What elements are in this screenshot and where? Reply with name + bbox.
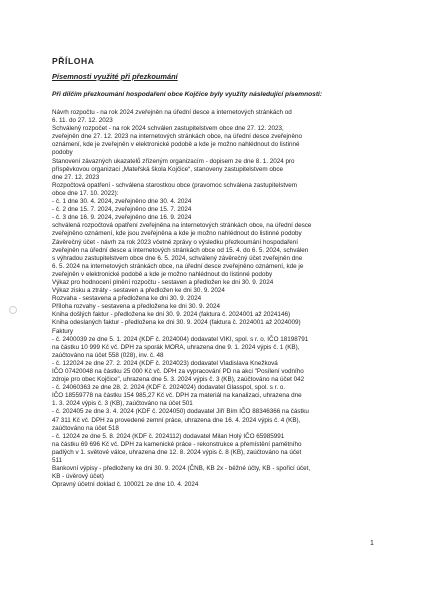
- document-line: padlých v 1. světové válce, uhrazena dne 12. 8. 2024 výpis č. 8 (KB), zaúčtováno na účet: [52, 448, 302, 456]
- document-line: - č. 3 dne 16. 9. 2024, zveřejněno dne 16. 9. 2024: [52, 214, 192, 222]
- document-line: Rozvaha - sestavena a předložena ke dni 30. 9. 2024: [52, 295, 202, 303]
- document-line: Výkaz pro hodnocení plnění rozpočtu - sestaven a předložen ke dni 30. 9. 2024: [52, 278, 274, 286]
- document-line: schválená rozpočtová opatření zveřejněna na internetových stránkách obce, na úřední desce: [52, 222, 312, 230]
- document-page: [52, 56, 374, 489]
- document-line: zveřejněn v elektronické podobě a kde je možno nahlédnout do listinné podoby: [52, 270, 273, 278]
- document-line: 511: [52, 457, 63, 465]
- document-line: obce dne 17. 10. 2022):: [52, 189, 119, 197]
- document-list: [52, 109, 374, 489]
- document-line: Kniha odeslaných faktur - předložena ke dni 30. 9. 2024 (faktura č. 2024001 až 2024009): [52, 319, 301, 327]
- document-line: Opravný účetní doklad č. 100021 ze dne 10. 4. 2024: [52, 481, 199, 489]
- document-line: zveřejněn na úřední desce a internetových stránkách obce od 15. 4. do 6. 5. 2024, schválen: [52, 246, 309, 254]
- document-line: KB - úvěrový účet): [52, 473, 104, 481]
- document-line: 6. 11. do 27. 12. 2023: [52, 117, 113, 125]
- document-line: Bankovní výpisy - předloženy ke dni 30. 9. 2024 (ČNB, KB 2x - běžné účty, KB - spořicí účet,: [52, 465, 311, 473]
- document-line: Schválený rozpočet - na rok 2024 schválen zastupitelstvem obce dne 27. 12. 2023,: [52, 125, 284, 133]
- document-line: zveřejněn dne 27. 12. 2023 na internetových stránkách obce, na úřední desce zveřejněno: [52, 133, 302, 141]
- document-line: zaúčtováno na účet 518: [52, 424, 119, 432]
- document-line: - č. 202405 ze dne 3. 4. 2024 (KDF č. 2024050) dodavatel Jiří Bím IČO 88346366 na částku: [52, 408, 309, 416]
- document-line: - č. 1 dne 30. 4. 2024, zveřejněno dne 30. 4. 2024: [52, 198, 192, 206]
- document-line: - č. 24060363 ze dne 28. 2. 2024 (KDF č. 2024024) dodavatel Glasspol, spol. s r. o.: [52, 384, 286, 392]
- document-line: - č. 122024 ze dne 27. 2. 2024 (KDF č. 2024023) dodavatel Vladislava Knežková: [52, 359, 278, 367]
- page-number: 1: [370, 540, 374, 547]
- document-line: Kniha došlých faktur - předložena ke dni 30. 9. 2024 (faktura č. 2024001 až 2024146): [52, 311, 291, 319]
- document-line: IČO 18559778 na částku 154 985,27 Kč vč. DPH za materiál na kanalizaci, uhrazena dne: [52, 392, 302, 400]
- document-line: s výhradou zastupitelstvem obce dne 6. 5. 2024, schválený závěrečný účet zveřejněn dne: [52, 254, 303, 262]
- document-line: - č. 2400039 ze dne 5. 1. 2024 (KDF č. 2024004) dodavatel VIKI, spol. s r. o. IČO 18198791: [52, 335, 309, 343]
- document-line: na částku 69 696 Kč vč. DPH za kamenické práce - rekonstrukce a přemístění pamětního: [52, 440, 302, 448]
- document-line: dne 27. 12. 2023: [52, 173, 100, 181]
- document-line: 1. 3. 2024 výpis č. 3 (KB), zaúčtováno na účet 501: [52, 400, 193, 408]
- section-subheading: Písemnosti využité při přezkoumání: [52, 72, 178, 81]
- document-line: Rozpočtová opatření - schválena starostkou obce (pravomoc schválena zastupitelstvem: [52, 181, 298, 189]
- document-line: Návrh rozpočtu - na rok 2024 zveřejněn na úřední desce a internetových stránkách od: [52, 109, 292, 116]
- document-line: zdroje pro obec Kojčice", uhrazena dne 5. 3. 2024 výpis č. 3 (KB), zaúčtováno na účet 042: [52, 376, 305, 384]
- document-line: oznámení, kde je zveřejněn v elektronické podobě a kde je možno nahlédnout do listinné: [52, 141, 300, 149]
- document-line: IČO 07420048 na částku 25 000 Kč vč. DPH za vypracování PD na akci "Posílení vodního: [52, 368, 304, 375]
- document-line: podoby: [52, 149, 73, 157]
- document-line: na částku 10 999 Kč vč. DPH za sporák MORA, uhrazena dne 9. 1. 2024 výpis č. 1 (KB),: [52, 343, 300, 351]
- document-line: zveřejněno oznámení, kde jsou zveřejněna a kde je možno nahlédnout do listinné podoby: [52, 230, 302, 238]
- intro-sentence: Při dílčím přezkoumání hospodaření obce Kojčice byly využity následující písemnosti:: [52, 91, 323, 98]
- document-line: - č. 12024 ze dne 5. 8. 2024 (KDF č. 2024112) dodavatel Milan Holý IČO 65985991: [52, 432, 285, 440]
- punch-hole-mark: [9, 306, 17, 314]
- document-line: Výkaz zisku a ztráty - sestaven a předložen ke dni 30. 9. 2024: [52, 287, 225, 295]
- document-line: Faktury: [52, 327, 73, 335]
- document-line: 6. 5. 2024 na internetových stránkách obce, na úřední desce zveřejněno oznámení, kde je: [52, 262, 304, 270]
- document-line: Stanovení závazných ukazatelů zřízeným organizacím - dopisem ze dne 8. 1. 2024 pro: [52, 157, 295, 165]
- document-line: - č. 2 dne 15. 7. 2024, zveřejněno dne 15. 7. 2024: [52, 206, 192, 214]
- document-line: příspěvkovou organizaci „Mateřská škola Kojčice“, stanoveny zastupitelstvem obce: [52, 165, 283, 173]
- document-line: Příloha rozvahy - sestavena a předložena ke dni 30. 9. 2024: [52, 303, 221, 311]
- page-heading: PŘÍLOHA: [52, 56, 95, 66]
- document-line: Závěrečný účet - návrh za rok 2023 včetně zprávy o výsledku přezkoumání hospodaření: [52, 238, 299, 246]
- document-line: zaúčtováno na účet 558 (028), inv. č. 48: [52, 351, 164, 359]
- document-line: 47 311 Kč vč. DPH za provedené zemní práce, uhrazena dne 16. 4. 2024 výpis č. 4 (KB),: [52, 416, 301, 424]
